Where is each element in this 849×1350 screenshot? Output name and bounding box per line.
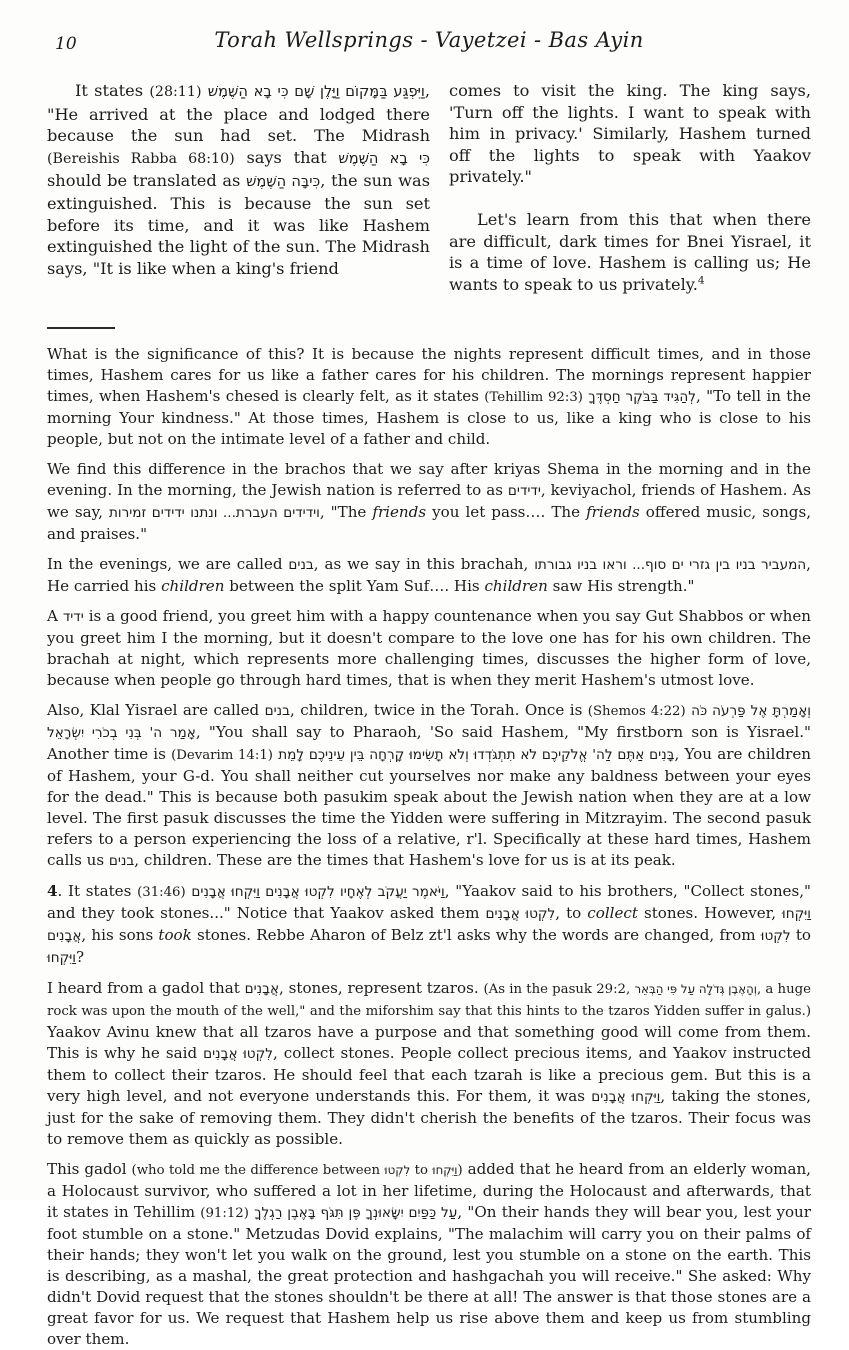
main-text (47, 80, 811, 295)
footnote-paragraph: This gadol (who told me the difference between לִקְטוּ to וַיִּקְחוּ) added that he heard from an elderly woman, a Holocaust survivor, who suffered a lot in her lifetime, during the Holocaust and afterwards, that it states in Tehillim (91:12) עַל כַּפַּיִם יִשָּׂאוּנְךָ פֶּן תִּגֹּף בָּאֶבֶן רַגְלֶךָ, "On their hands they will bear you, lest your foot stumble on a stone." Metzudas Dovid explains, "The malachim will carry you on their palms of their hands; they won't let you walk on the ground, lest you stumble on a stone on the earth. This is describing, as a mashal, the great protection and hashgachah you will receive." She asked: Why didn't Dovid request that the stones shouldn't be there at all! The answer is that those stones are a great favor for us. We request that Hashem help us rise above them and keep us from stumbling over them. (47, 1160, 811, 1349)
footnote-paragraph: We find this difference in the brachos that we say after kriyas Shema in the morning and in the evening. In the morning, the Jewish nation is referred to as ידידים, keviyachol, friends of Hashem. As we say, וידידים העברת... ונתנו ידידים זמירות, "The friends you let pass…. The friends offered music, songs, and praises." (47, 460, 811, 544)
footnote-paragraph: In the evenings, we are called בנים, as we say in this brachah, המעביר בניו בין גזרי ים סוף... וראו בניו גבורתו, He carried his children between the split Yam Suf…. His children saw His strength." (47, 555, 811, 596)
body-paragraph: Let's learn from this that when there are difficult, dark times for Bnei Yisrael, it is a time of love. Hashem is calling us; He wants to speak to us privately.$^4$ (449, 209, 811, 294)
footnote-paragraph: I heard from a gadol that אֲבָנִים, stones, represent tzaros. (As in the pasuk 29:2, וְהָאֶבֶן גְּדֹלָה עַל פִּי הַבְּאֵר, a huge rock was upon the mouth of the well," and the miforshim say that this hints to the tzaros Yidden suffer in galus.) Yaakov Avinu knew that all tzaros have a purpose and that something good will come from them. This is why he said לִקְטוּ אֲבָנִים, collect stones. People collect precious items, and Yaakov instructed them to collect their tzaros. He should feel that each tzarah is like a precious gem. But this is a very high level, and not everyone understands this. For them, it was וַיִּקְחוּ אֲבָנִים, taking the stones, just for the sake of removing them. They didn't cherish the benefits of the tzaros. Their focus was to remove them as quickly as possible. (47, 979, 811, 1149)
page-number: 10 (55, 34, 77, 54)
footnote-paragraph: Also, Klal Yisrael are called בנים, children, twice in the Torah. Once is (Shemos 4:22) וְאָמַרְתָּ אֶל פַּרְעֹה כֹּה אָמַר ה' בְּנִי בְכֹרִי יִשְׂרָאֵל, "You shall say to Pharaoh, 'So said Hashem, "My firstborn son is Yisrael." Another time is (Devarim 14:1) בָּנִים אַתֶּם לַה' אֱלֹקֵיכֶם לֹא תִתְגֹּדְדוּ וְלֹא תָשִׂימוּ קָרְחָה בֵּין עֵינֵיכֶם לָמֵת, You are children of Hashem, your G-d. You shall neither cut yourselves nor make any baldness between your eyes for the dead." This is because both pasukim speak about the Jewish nation when they are at a low level. The first pasuk discusses the time the Yidden were suffering in Mitzrayim. The second pasuk refers to a person experiencing the loss of a relative, r'l. Specifically at these hard times, Hashem calls us בנים, children. These are the times that Hashem's love for us is at its peak. (47, 701, 811, 870)
footnote-paragraph: A ידיד is a good friend, you greet him with a happy countenance when you say Gut Shabbos or when you greet him I the morning, but it doesn't compare to the love one has for his own children. The brachah at night, which represents more challenging times, discusses the higher form of love, because when people go through hard times, that is when they merit Hashem's utmost love. (47, 607, 811, 690)
book-title: Torah Wellsprings - Vayetzei - Bas Ayin (214, 28, 644, 52)
page-header (47, 24, 811, 60)
footnote-divider (47, 327, 115, 329)
footnote-paragraph: What is the significance of this? It is because the nights represent difficult times, and in those times, Hashem cares for us like a father cares for his children. The mornings represent happier times, when Hashem's chesed is clearly felt, as it states (Tehillim 92:3) לְהַגִּיד בַּבֹּקֶר חַסְדֶּךָ, "To tell in the morning Your kindness." At those times, Hashem is close to us, like a king who is close to his people, but not on the intimate level of a father and child. (47, 345, 811, 449)
footnote-paragraph: 4. It states (31:46) וַיֹּאמֶר יַעֲקֹב לְאֶחָיו לִקְטוּ אֲבָנִים וַיִּקְחוּ אֲבָנִים, "Yaakov said to his brothers, "Collect stones," and they took stones..." Notice that Yaakov asked them לִקְטוּ אֲבָנִים, to collect stones. However, וַיִּקְחוּ אֲבָנִים, his sons took stones. Rebbe Aharon of Belz zt'l asks why the words are changed, from לִקְטוּ to וַיִּקְחוּ? (47, 882, 811, 967)
footnotes-section (47, 344, 811, 1350)
body-paragraph: It states (28:11) וַיִּפְגַּע בַּמָּקוֹם וַיָּלֶן שָׁם כִּי בָא הַשֶּׁמֶשׁ, "He arrived at the place and lodged there because the sun had set. The Midrash (Bereishis Rabba 68:10) says that כִּי בָא הַשֶּׁמֶשׁ should be translated as כִּיבָּה הַשֶּׁמֶשׁ, the sun was extinguished. This is because the sun set before its time, and it was like Hashem extinguished the light of the sun. The Midrash says, "It is like when a king's friend (47, 81, 431, 278)
main-column-left (47, 80, 430, 295)
body-paragraph: comes to visit the king. The king says, 'Turn off the lights. I want to speak with him in privacy.' Similarly, Hashem turned off the lights to speak with Yaakov privately." (449, 81, 811, 187)
main-column-right (449, 80, 811, 295)
